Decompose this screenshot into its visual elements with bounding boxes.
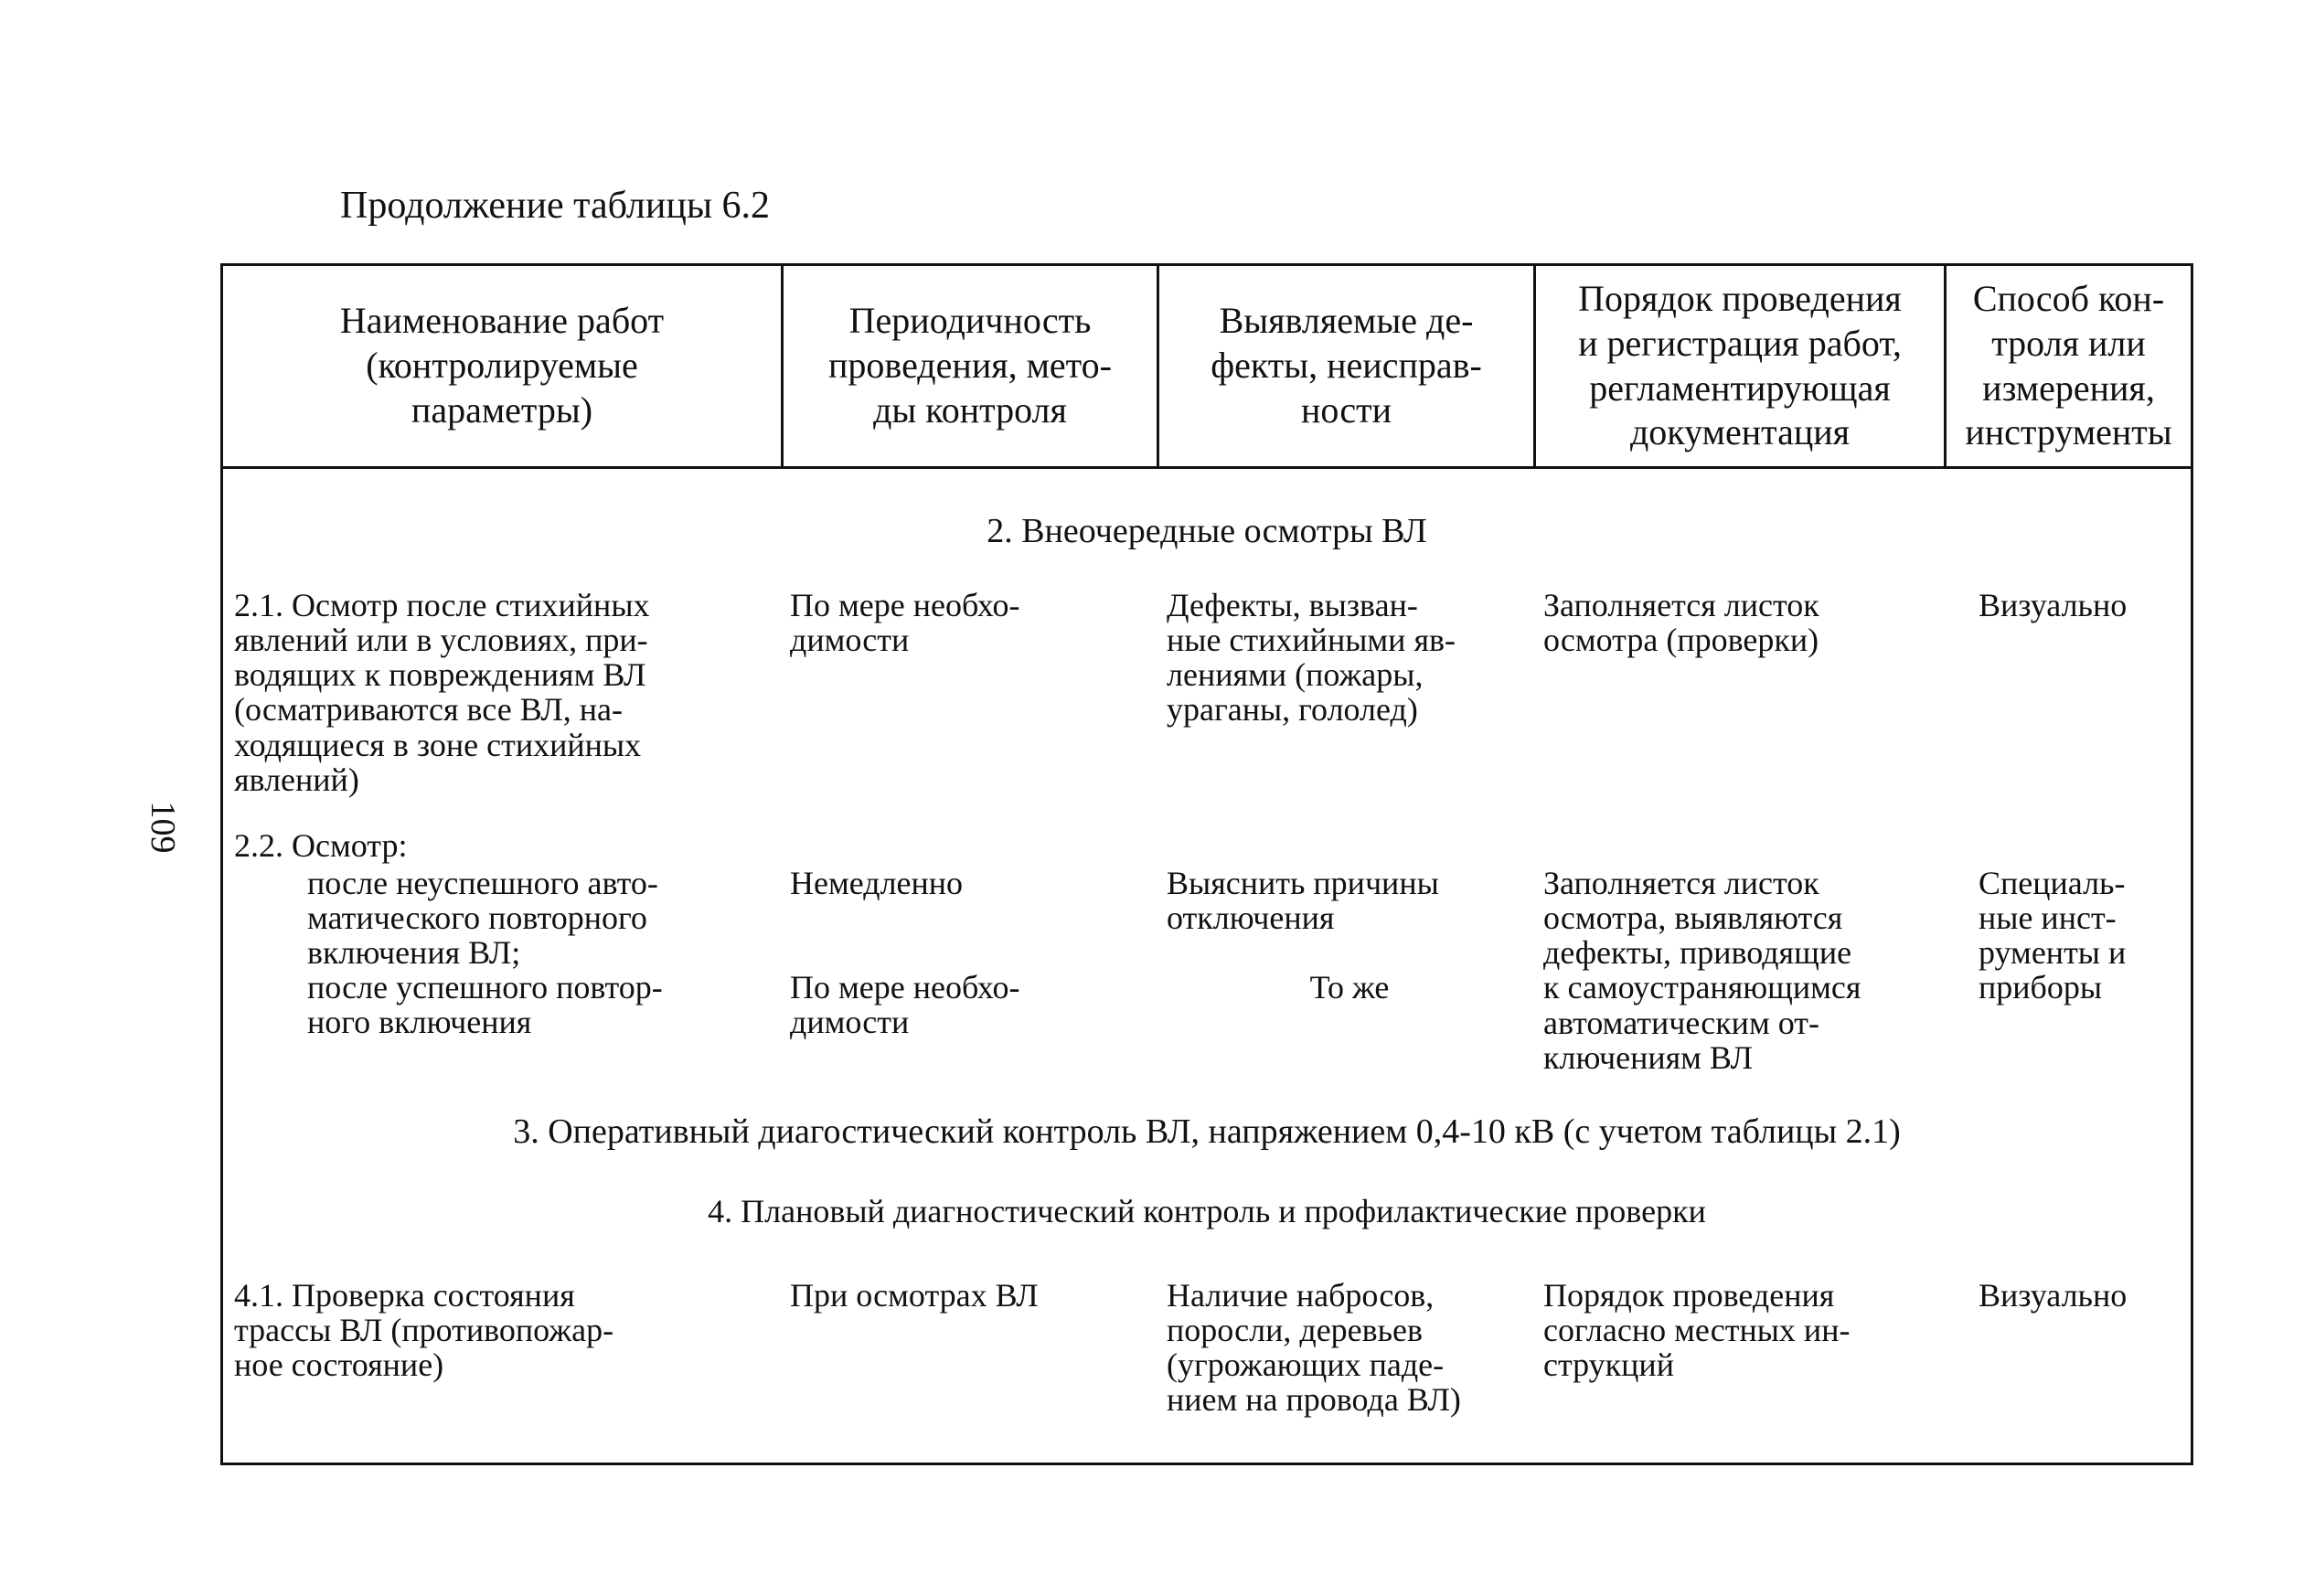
row-2-2-sub1-defects: Выяснить причины отключения — [1167, 865, 1439, 937]
row-4-1-defects: Наличие набросов, поросли, деревьев (угрожающих паде- нием на провода ВЛ) — [1167, 1277, 1461, 1419]
header-defects: Выявляемые де- фекты, неисправ- ности — [1211, 300, 1482, 431]
section-heading: 2. Внеочередные осмотры ВЛ — [987, 512, 1427, 550]
section-heading: 4. Плановый диагностический контроль и профилактические проверки — [708, 1193, 1706, 1229]
header-periodicity: Периодичность проведения, мето- ды контроля — [828, 300, 1112, 431]
row-2-2-sub1-period: Немедленно — [790, 865, 964, 901]
header-procedure: Порядок проведения и регистрация работ, регламентирующая документация — [1578, 277, 1902, 453]
header-works-name: Наименование работ (контролируемые параметры) — [339, 300, 665, 431]
row-4-1-period: При осмотрах ВЛ — [790, 1277, 1039, 1314]
row-2-2-method: Специаль- ные инст- рументы и приборы — [1979, 865, 2127, 1006]
row-2-1-order: Заполняется листок осмотра (проверки) — [1543, 587, 1819, 659]
page-number: 109 — [144, 801, 182, 854]
row-2-2-sub1-name: после неуспешного авто- матического повторного включения ВЛ; — [307, 865, 658, 972]
row-2-2-title: 2.2. Осмотр: — [234, 827, 408, 864]
section-heading: 3. Оперативный диагостический контроль ВЛ, напряжением 0,4-10 кВ (с учетом таблицы 2.1) — [513, 1112, 1901, 1151]
row-2-1-defects: Дефекты, вызван- ные стихийными яв- лениями (пожары, ураганы, гололед) — [1167, 587, 1456, 729]
row-2-2-sub2-period: По мере необхо- димости — [790, 969, 1020, 1041]
row-2-1-name: 2.1. Осмотр после стихийных явлений или в условиях, при- водящих к повреждениям ВЛ (осматриваются все ВЛ, на- ходящиеся в зоне стихийных явлений) — [234, 587, 650, 798]
row-4-1-order: Порядок проведения согласно местных ин- струкций — [1543, 1277, 1851, 1384]
row-2-2-sub2-name: после успешного повтор- ного включения — [307, 969, 663, 1041]
row-4-1-method: Визуально — [1979, 1277, 2128, 1314]
header-control-method: Способ кон- троля или измерения, инструменты — [1965, 277, 2172, 453]
row-2-2-sub2-defects: То же — [1309, 969, 1390, 1005]
row-2-2-order: Заполняется листок осмотра, выявляются дефекты, приводящие к самоустраняющимся автоматическим от- ключениям ВЛ — [1543, 865, 1861, 1076]
table-caption: Продолжение таблицы 6.2 — [340, 185, 771, 227]
row-4-1-name: 4.1. Проверка состояния трассы ВЛ (противопожар- ное состояние) — [234, 1277, 614, 1384]
row-2-1-method: Визуально — [1979, 587, 2128, 623]
header-divider — [223, 466, 2191, 469]
row-2-1-period: По мере необхо- димости — [790, 587, 1020, 659]
table — [220, 263, 2193, 1465]
